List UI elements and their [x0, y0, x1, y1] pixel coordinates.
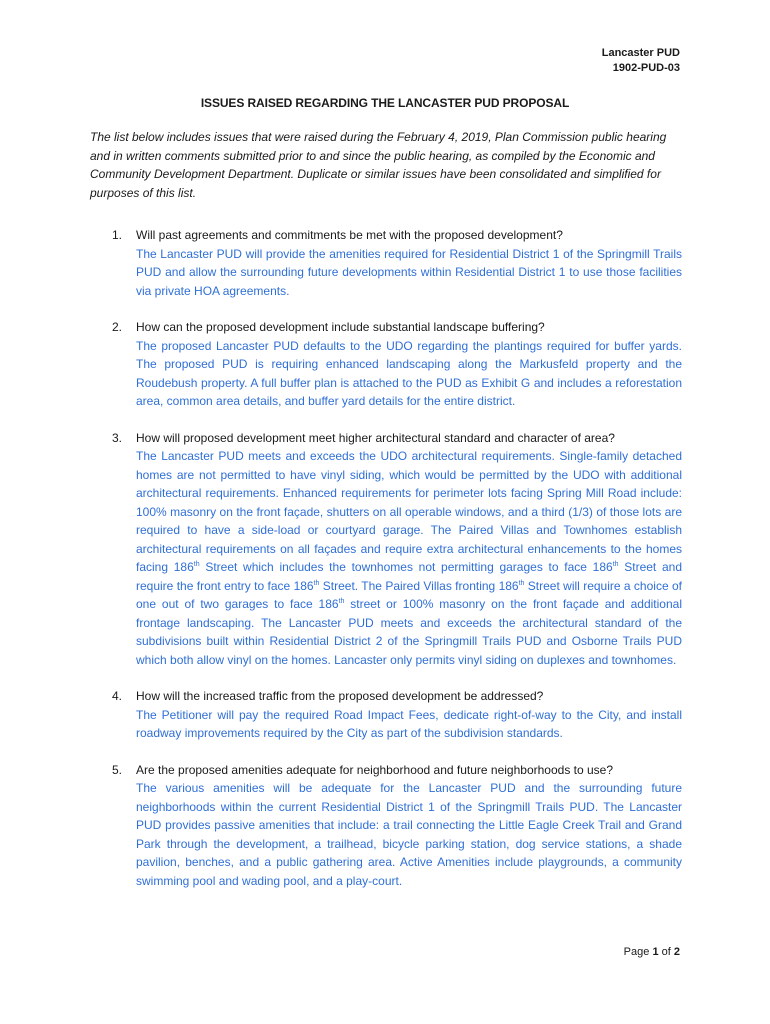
- issue-number: 4.: [112, 689, 123, 703]
- issue-question: How will the increased traffic from the proposed development be addressed?: [136, 689, 544, 703]
- list-spacer: [90, 669, 682, 687]
- answer-text: Street which includes the townhomes not permitting garages to face 186: [199, 560, 613, 574]
- page-current: 1: [652, 946, 659, 958]
- issue-question: Are the proposed amenities adequate for neighborhood and future neighborhoods to use?: [136, 762, 614, 777]
- issue-number: 5.: [112, 762, 123, 777]
- issues-list: [90, 226, 682, 890]
- issue-item: [90, 226, 682, 300]
- list-spacer: [90, 300, 682, 318]
- reference-number: 1902-PUD-03: [612, 62, 680, 74]
- answer-text: street or 100% masonry on the front façade and additional frontage landscaping. The Lancaster PUD meets and exceeds the architectural standard of the subdivisions built within Residential District 2 of the Springmill Trails PUD and Osborne Trails PUD which both allow vinyl on the homes. Lancaster only permits vinyl siding on duplexes and townhomes.: [136, 597, 682, 667]
- page-of: of: [661, 946, 671, 958]
- list-spacer: [90, 743, 682, 761]
- page-word: Page: [623, 946, 650, 958]
- issue-number: 1.: [112, 228, 123, 242]
- reference-project: Lancaster PUD: [601, 47, 680, 59]
- issue-item: [90, 429, 682, 670]
- issue-answer: The Lancaster PUD will provide the amenities required for Residential District 1 of the Springmill Trails PUD and allow the surrounding future developments within Residential District 1 to use those facilities via private HOA agreements.: [136, 246, 682, 298]
- issue-answer: The various amenities will be adequate for the Lancaster PUD and the surrounding future neighborhoods within the current Residential District 1 of the Springmill Trails PUD. The Lancaster PUD provides passive amenities that include: a trail connecting the Little Eagle Creek Trail and Grand Park through the development, a trailhead, bicycle parking station, dog service stations, a shade pavilion, benches, and a public gathering area. Active Amenities include playgrounds, a community swimming pool and wading pool, and a play-court.: [136, 781, 682, 888]
- answer-text: The Lancaster PUD meets and exceeds the UDO architectural requirements. Single-family detached homes are not permitted to have vinyl siding, which would be permitted by the UDO with additional architectural requirements. Enhanced requirements for perimeter lots facing Spring Mill Road include: 100% masonry on the front façade, shutters on all operable windows, and a third (1/3) of those lots are required to have a side-load or courtyard garage. The Paired Villas and Townhomes establish architectural requirements on all façades and require extra architectural enhancements to the homes facing 186: [136, 449, 682, 574]
- ordinal-suffix: th: [338, 598, 345, 605]
- issue-item: [90, 761, 682, 891]
- answer-text: Street. The Paired Villas fronting 186: [319, 578, 519, 593]
- issue-answer: [136, 447, 682, 669]
- issue-question: Will past agreements and commitments be met with the proposed development?: [136, 228, 563, 242]
- issue-item: [90, 687, 682, 743]
- issue-answer: The Petitioner will pay the required Road Impact Fees, dedicate right-of-way to the City, and install roadway improvements required by the City as part of the subdivision standards.: [136, 707, 682, 740]
- issue-number: 2.: [112, 320, 123, 334]
- issue-number: 3.: [112, 430, 123, 445]
- issue-question: How can the proposed development include substantial landscape buffering?: [136, 320, 545, 334]
- ordinal-suffix: th: [518, 579, 525, 587]
- ordinal-suffix: th: [313, 579, 320, 587]
- page-title: ISSUES RAISED REGARDING THE LANCASTER PUD PROPOSAL: [200, 96, 570, 110]
- issue-item: [90, 318, 682, 411]
- page-number: [624, 946, 680, 958]
- intro-paragraph: The list below includes issues that were raised during the February 4, 2019, Plan Commission public hearing and in written comments submitted prior to and since the public hearing, as compiled by the Economic and Community Development Department. Duplicate or similar issues have been consolidated and simplified for purposes of this list.: [90, 130, 667, 200]
- answer-text: Street will require a choice of one out of two garages to face 186: [136, 578, 682, 611]
- ordinal-suffix: th: [193, 561, 200, 568]
- list-spacer: [90, 411, 682, 429]
- answer-text: Street and require the front entry to face 186: [136, 560, 682, 593]
- ordinal-suffix: th: [612, 561, 619, 568]
- page-total: 2: [673, 946, 680, 958]
- issue-answer: The proposed Lancaster PUD defaults to the UDO regarding the plantings required for buffer yards. The proposed PUD is requiring enhanced landscaping along the Markusfeld property and the Roudebush property. A full buffer plan is attached to the PUD as Exhibit G and includes a reforestation area, common area details, and buffer yard details for the entire district.: [136, 338, 682, 408]
- issue-question: How will proposed development meet higher architectural standard and character of area?: [136, 430, 615, 445]
- document-reference: [602, 46, 680, 76]
